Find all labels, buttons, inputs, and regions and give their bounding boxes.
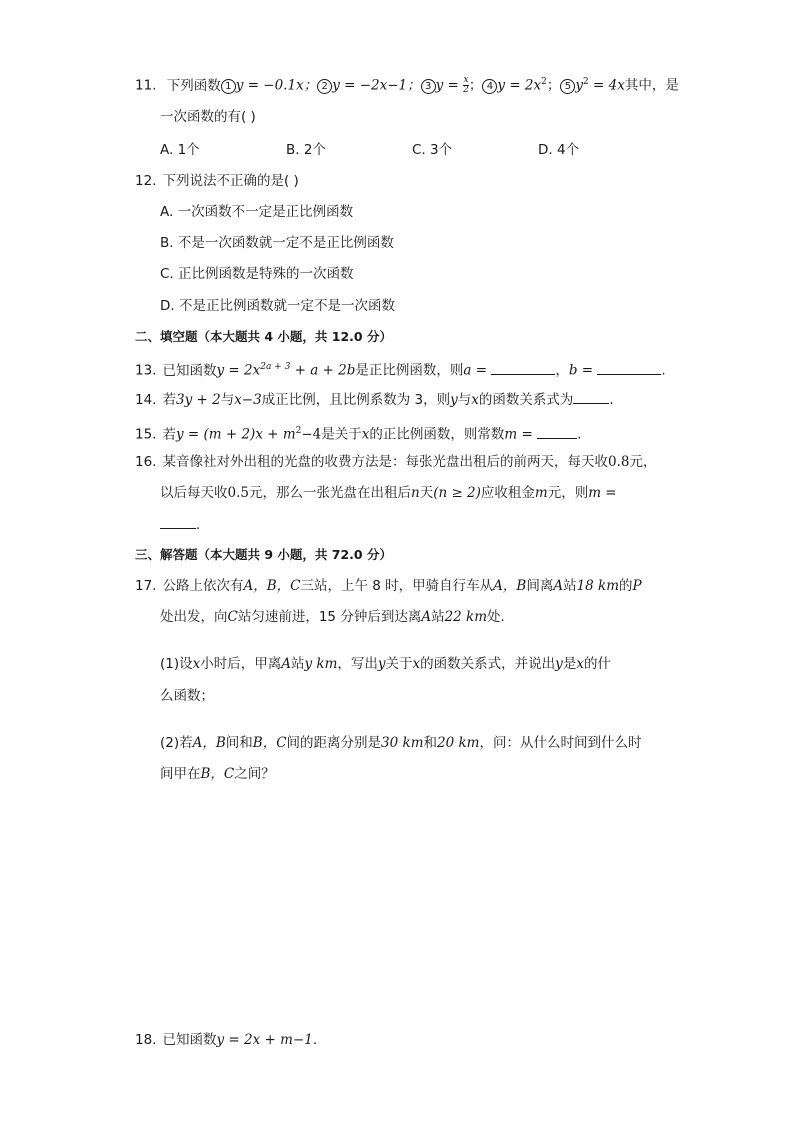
answer-blank[interactable]: [537, 424, 577, 439]
q16-number: 16.: [135, 454, 157, 470]
q11-option-b: B. 2个: [286, 142, 326, 158]
q12-option-a: A. 一次函数不一定是正比例函数: [160, 204, 354, 220]
q11-option-c: C. 3个: [412, 142, 453, 158]
q15-number: 15.: [135, 426, 157, 443]
q17-sub2-line1: (2)若A，B间和B，C间的距离分别是30 km和20 km，问：从什么时间到什么时: [160, 735, 642, 751]
q16-line3: .: [160, 514, 200, 535]
circled-number-icon: 1: [221, 79, 236, 94]
q12-stem: 12. 下列说法不正确的是( ): [135, 173, 299, 189]
q13: 13. 已知函数$y = 2x^{2a + 3} + a + 2b$是正比例函数，则a = ，b = .: [135, 357, 666, 381]
q12-option-b: B. 不是一次函数就一定不是正比例函数: [160, 235, 394, 251]
q11-option-a: A. 1个: [160, 142, 200, 158]
q14-number: 14.: [135, 392, 157, 408]
q16-line2: 以后每天收0.5元，那么一张光盘在出租后n天(n ≥ 2)应收租金m元，则m =: [160, 485, 617, 501]
q17-sub1-line2: 么函数；: [160, 688, 214, 704]
circled-number-icon: 5: [560, 79, 575, 94]
section-heading-solutions: 三、解答题（本大题共 9 小题，共 72.0 分）: [135, 547, 392, 562]
answer-blank[interactable]: [597, 360, 661, 375]
answer-blank[interactable]: [573, 389, 609, 404]
q12-option-d: D. 不是正比例函数就一定不是一次函数: [160, 298, 395, 314]
q17-sub2-line2: 间甲在B，C之间？: [160, 766, 275, 782]
circled-number-icon: 3: [421, 79, 436, 94]
q17-line1: 17. 公路上依次有A，B，C三站，上午 8 时，甲骑自行车从A，B间离A站18 km的P: [135, 578, 642, 594]
answer-blank[interactable]: [160, 514, 196, 529]
fraction: $\frac{x}{2}$: [463, 75, 469, 95]
q17-number: 17.: [135, 578, 157, 594]
circled-number-icon: 2: [317, 79, 332, 94]
q14: 14. 若3y + 2与x−3成正比例，且比例系数为 3，则y与x的函数关系式为 .: [135, 389, 614, 410]
section-heading-fill-in: 二、填空题（本大题共 4 小题，共 12.0 分）: [135, 329, 392, 344]
q16-line1: 16. 某音像社对外出租的光盘的收费方法是：每张光盘出租后的前两天，每天收0.8元，: [135, 454, 657, 470]
q17-sub1-line1: (1)设x小时后，甲离A站y km，写出y关于x的函数关系式，并说出y是x的什: [160, 656, 611, 672]
q11-line1: 11. 下列函数 1 y = −0.1x； 2 y = −2x−1； 3 y = $\frac{x}{2}$ ； 4 $y = 2x^2$； 5 $y^2 = 4x$其中，是: [135, 75, 679, 95]
q17-line2: 处出发，向C站匀速前进，15 分钟后到达离A站22 km处.: [160, 609, 505, 625]
q12-option-c: C. 正比例函数是特殊的一次函数: [160, 266, 354, 282]
q13-number: 13.: [135, 362, 157, 379]
circled-number-icon: 4: [482, 79, 497, 94]
q12-number: 12.: [135, 173, 157, 189]
q11-line2: 一次函数的有( ): [160, 109, 256, 125]
q11-number: 11.: [135, 77, 157, 94]
q11-option-d: D. 4个: [538, 142, 580, 158]
q18-number: 18.: [135, 1032, 157, 1048]
q15: 15. 若$y = (m + 2)x + m^2-4$是关于x的正比例函数，则常数m = .: [135, 421, 581, 445]
answer-blank[interactable]: [491, 360, 555, 375]
q18: 18. 已知函数y = 2x + m−1.: [135, 1032, 318, 1048]
